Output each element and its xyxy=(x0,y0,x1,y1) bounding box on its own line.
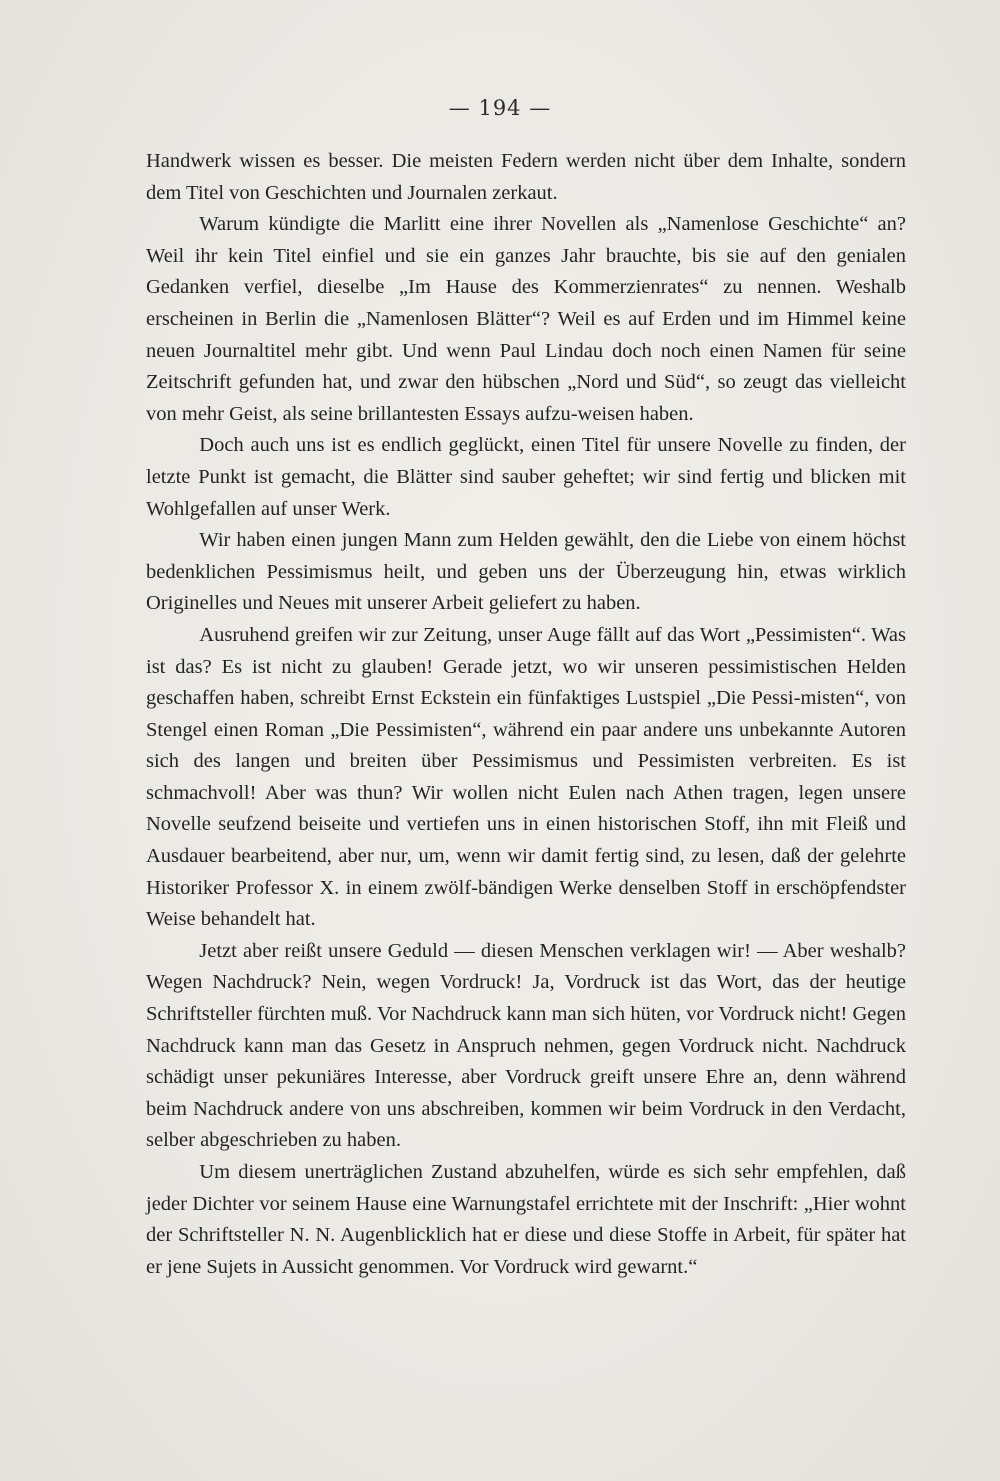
paragraph: Handwerk wissen es besser. Die meisten Federn werden nicht über dem Inhalte, sondern dem Titel von Geschichten und Journalen zerkaut. xyxy=(146,150,906,204)
paragraph: Doch auch uns ist es endlich geglückt, einen Titel für unsere Novelle zu finden, der letzte Punkt ist gemacht, die Blätter sind sauber geheftet; wir sind fertig und blicken mit Wohlgefallen auf unser Werk. xyxy=(146,434,906,520)
page-number: — 194 — xyxy=(448,96,552,120)
paragraph: Ausruhend greifen wir zur Zeitung, unser Auge fällt auf das Wort „Pessimisten“. Was ist das? Es ist nicht zu glauben! Gerade jetzt, wo wir unseren pessimistischen Helden geschaffen haben, schreibt Ernst Eckstein ein fünfaktiges Lustspiel „Die Pessi-misten“, von Stengel einen Roman „Die Pessimisten“, während ein paar andere uns unbekannte Autoren sich des langen und breiten über Pessimismus und Pessimisten verbreiten. Es ist schmachvoll! Aber was thun? Wir wollen nicht Eulen nach Athen tragen, legen unsere Novelle seufzend beiseite und vertiefen uns in einen historischen Stoff, ihn mit Fleiß und Ausdauer bearbeitend, aber nur, um, wenn wir damit fertig sind, zu lesen, daß der gelehrte Historiker Professor X. in einem zwölf-bändigen Werke denselben Stoff in erschöpfendster Weise behandelt hat. xyxy=(146,623,906,931)
paragraph: Jetzt aber reißt unsere Geduld — diesen Menschen verklagen wir! — Aber weshalb? Wegen Nachdruck? Nein, wegen Vordruck! Ja, Vordruck ist das Wort, das der heutige Schriftsteller fürchten muß. Vor Nachdruck kann man sich hüten, vor Vordruck nicht! Gegen Nachdruck kann man das Gesetz in Anspruch nehmen, gegen Vordruck nicht. Nachdruck schädigt unser pekuniäres Interesse, aber Vordruck greift unsere Ehre an, denn während beim Nachdruck andere von uns abschreiben, kommen wir beim Vordruck in den Verdacht, selber abgeschrieben zu haben. xyxy=(146,939,906,1152)
paragraph: Warum kündigte die Marlitt eine ihrer Novellen als „Namenlose Geschichte“ an? Weil ihr kein Titel einfiel und sie ein ganzes Jahr brauchte, bis sie auf den genialen Gedanken verfiel, dieselbe „Im Hause des Kommerzienrates“ zu nennen. Weshalb erscheinen in Berlin die „Namenlosen Blätter“? Weil es auf Erden und im Himmel keine neuen Journaltitel mehr gibt. Und wenn Paul Lindau doch noch einen Namen für seine Zeitschrift gefunden hat, und zwar den hübschen „Nord und Süd“, so zeugt das vielleicht von mehr Geist, als seine brillantesten Essays aufzu-weisen haben. xyxy=(146,213,906,425)
paragraph: Wir haben einen jungen Mann zum Helden gewählt, den die Liebe von einem höchst bedenklichen Pessimismus heilt, und geben uns der Überzeugung hin, etwas wirklich Originelles und Neues mit unserer Arbeit geliefert zu haben. xyxy=(146,529,906,615)
paragraph: Um diesem unerträglichen Zustand abzuhelfen, würde es sich sehr empfehlen, daß jeder Dichter vor seinem Hause eine Warnungstafel errichtete mit der Inschrift: „Hier wohnt der Schriftsteller N. N. Augenblicklich hat er diese und diese Stoffe in Arbeit, für später hat er jene Sujets in Aussicht genommen. Vor Vordruck wird gewarnt.“ xyxy=(146,1161,906,1278)
body-text xyxy=(146,146,906,1283)
